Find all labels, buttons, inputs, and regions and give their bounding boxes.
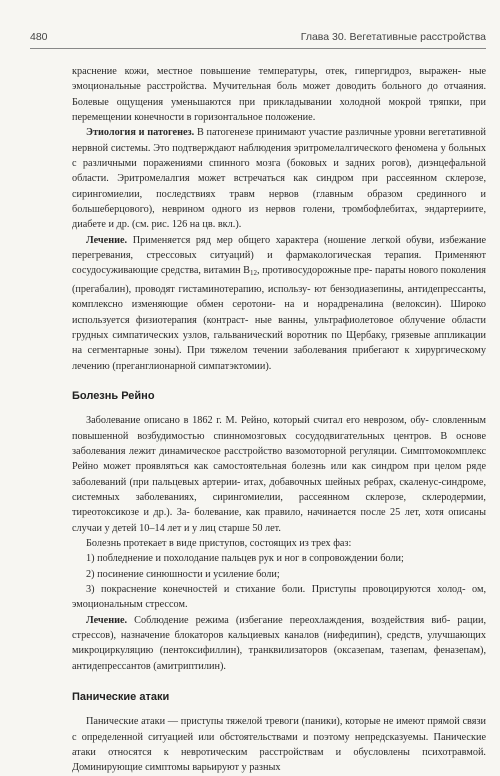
text-line: параты нового поколения (прегабалин), проводят гистаминотерапию, использу- [72,265,487,295]
phase-item-3 [72,582,486,613]
text-line: регуляции. Симптомокомплекс Рейно может проявляться как самостоятельная [72,445,486,473]
chapter-title: Глава 30. Вегетативные расстройства [300,31,486,43]
text-line: ные эмоциональные расстройства. Мучительная боль может доводить больного [72,66,486,93]
text-line: средств, улучшающих микроциркуляцию (пентоксифиллин), транквилизаторов [72,630,486,657]
text-line: болевание, как правило, начинается после 25 лет, хотя описаны случаи у детей [72,507,486,534]
paragraph-raynaud-treatment [72,613,486,674]
subscript: 12 [250,269,258,278]
text-line: на и норадреналина (велоксин). Широко используется физиотерапия (контраст- [72,299,486,326]
text-line: ом, эмоциональным стрессом. [72,584,487,611]
text-line: словленным повышенной возбудимостью спинномозговых сосудодвигательных [72,415,486,442]
text-line: и обусловлены психотравмой. Доминирующие симптомы варьируют у разных [72,747,486,774]
phase-item-1: 1) побледнение и похолодание пальцев рук и ног в сопровождении боли; [86,553,404,565]
running-header [30,27,486,49]
header-rule [30,48,486,49]
text-line: В патогенезе принимают участие различные уровни [194,127,426,139]
text-line: и задних рогов), диэнцефальной области. Эритромелалгия может встречаться как [72,158,486,185]
text-line: 10–14 лет и у лиц старше 50 лет. [139,522,281,534]
text-line: Применяется ряд мер общего характера (ношение легкой обуви, [127,234,435,246]
run-in-heading: Лечение. [86,234,128,246]
text-line: 3) покраснение конечностей и стихание боли. Приступы провоцируются холод- [86,584,466,595]
text-line: до отчаяния. Болевые ощущения уменьшаются при прикладывании холодной [72,81,487,108]
section-heading-raynaud: Болезнь Рейно [72,389,155,402]
text-line: синдром при рассеянном склерозе, сирингомиелии, последствиях травм нервов [72,173,487,200]
page-number: 480 [30,31,48,43]
text-line: феномена у больных с различными поражениями спинного мозга (боковых [72,142,486,170]
text-line: (главным образом срединного и большеберцового), неврином одного из нервов [72,188,487,216]
text-line: рации, стрессов), назначение блокаторов кальциевых каналов (нифедипин), [72,614,487,642]
run-in-heading: Лечение. [86,614,128,626]
paragraph-etiology [72,125,486,232]
text-line: голени, тромбофлебитах, эндартериите, диабете и др. (см. рис. 126 на цв. вкл.). [72,204,487,231]
phase-item-2: 2) посинение синюшности и усиление боли; [86,568,280,580]
section-heading-panic: Панические атаки [72,691,170,704]
run-in-heading: Этиология и патогенез. [86,127,195,139]
text-line: Панические атаки — приступы тяжелой тревоги (паники), которые не имеют [86,716,425,728]
text-line: ют бензодиазепины, антидепрессанты, комплексно изменяющие обмен серотони- [72,283,486,311]
text-line: избежание перегревания, стрессовых ситуаций) и фармакологическая терапия. [72,234,487,262]
text-line: непредсказуемы. Панические атаки относятся к невротическим расстройствам [72,731,486,759]
text-line: болезнь или как синдром при целом ряде заболеваний (при пальцевых артерии- [72,461,486,488]
text-line: зоны). При тяжелом течении заболевания прибегают к хирургическому лечению [72,345,487,372]
text-line: прямой связи с определенной ситуацией или обстоятельствами и поэтому [72,716,486,743]
text-line: краснение кожи, местное повышение температуры, отек, гипергидроз, выражен- [72,66,462,77]
paragraph-raynaud-intro [72,413,486,536]
text-line: , противосудорожные пре- [257,265,373,277]
paragraph-treatment [72,233,486,374]
text-line: ные ванны, ультрафиолетовое облучение области грудных симпатических узлов, [72,314,486,341]
text-line: (преганглионарной симпатэктомии). [112,360,272,372]
text-line: Соблюдение режима (избегание переохлаждения, воздействия виб- [127,614,451,626]
paragraph-panic [72,714,486,775]
text-line: Заболевание описано в 1862 г. М. Рейно, который считал его неврозом, обу- [86,415,429,427]
paragraph-continued [72,64,486,125]
text-line: сирингомиелии, рассеянном склерозе, склеродермии, тиреотоксикозе и др.). За- [72,491,486,519]
text-line: итах, добавочных шейных ребрах, скаленус-синдроме, системных заболеваниях, [72,476,487,503]
text-line: гальванический воротник по Щербаку, грязевые аппликации на сегментарные [72,329,486,357]
page-body [72,64,486,776]
paragraph-phases-intro: Болезнь протекает в виде приступов, состоящих из трех фаз: [86,537,352,549]
text-line: мокрой тряпки, при перемещении конечности в горизонтальное положение. [72,96,486,124]
text-line: вегетативной нервной системы. Это подтверждают наблюдения эритромелалгического [72,127,487,154]
text-line: Применяют сосудосуживающие средства, витамин B [72,250,486,277]
text-line: центров. В основе заболевания лежит динамическое расстройство вазомоторной [72,430,487,457]
text-line: (оксазепам, тазепам, феназепам), антидепрессантов (амитриптилин). [72,645,487,672]
